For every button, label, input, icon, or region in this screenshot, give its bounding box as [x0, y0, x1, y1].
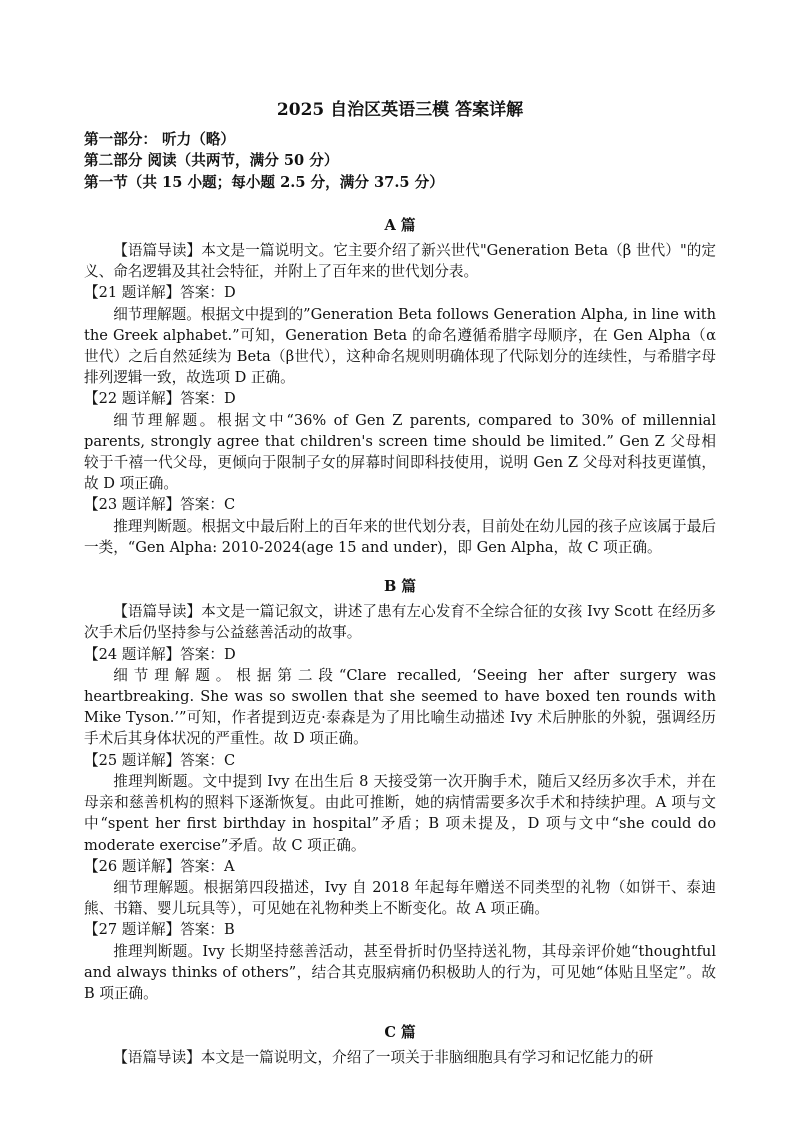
part-two-heading: 第二部分 阅读（共两节，满分 50 分） — [84, 152, 339, 170]
q25-label: 【25 题详解】答案：C — [84, 751, 236, 769]
q26-label: 【26 题详解】答案：A — [84, 857, 235, 875]
q21-explanation: 细节理解题。根据文中提到的”Generation Beta follows Generation Alpha, in line with the Greek alphabet.”可知，Generation Beta 的命名遵循希腊字母顺序，在 Gen Alpha（α世代）之后自然延续为 Beta（β世代），这种命名规则明确体现了代际划分的连续性，与希腊字母排列逻辑一致，故选项 D 正确。 — [84, 305, 716, 387]
passage-c-intro: 【语篇导读】本文是一篇说明文，介绍了一项关于非脑细胞具有学习和记忆能力的研 — [113, 1049, 654, 1067]
q26-explanation: 细节理解题。根据第四段描述，Ivy 自 2018 年起每年赠送不同类型的礼物（如饼干、泰迪熊、书籍、婴儿玩具等），可见她在礼物种类上不断变化。故 A 项正确。 — [84, 878, 716, 918]
q24-label: 【24 题详解】答案：D — [84, 645, 236, 663]
passage-a-intro: 【语篇导读】本文是一篇说明文。它主要介绍了新兴世代"Generation Beta（β 世代）"的定义、命名逻辑及其社会特征，并附上了百年来的世代划分表。 — [84, 242, 716, 281]
passage-b-intro: 【语篇导读】本文是一篇记叙文，讲述了患有左心发育不全综合征的女孩 Ivy Scott 在经历多次手术后仍坚持参与公益慈善活动的故事。 — [84, 603, 716, 642]
passage-b-title: B 篇 — [383, 578, 416, 596]
q27-label: 【27 题详解】答案：B — [84, 921, 235, 939]
q25-explanation: 推理判断题。文中提到 Ivy 在出生后 8 天接受第一次开胸手术，随后又经历多次手术，并在母亲和慈善机构的照料下逐渐恢复。由此可推断，她的病情需要多次手术和持续护理。A 项与文中“spent her first birthday in hospital”矛盾；B 项未提及，D 项与文中“she could do moderate exercise”矛盾。故 C 项正确。 — [84, 772, 716, 854]
q21-label: 【21 题详解】答案：D — [84, 284, 236, 302]
q23-label: 【23 题详解】答案：C — [84, 496, 236, 514]
passage-c-title: C 篇 — [384, 1024, 416, 1042]
q22-label: 【22 题详解】答案：D — [84, 390, 236, 408]
q27-explanation: 推理判断题。Ivy 长期坚持慈善活动，甚至骨折时仍坚持送礼物，其母亲评价她“thoughtful and always thinks of others”，结合其克服病痛仍积极助人的行为，可见她“体贴且坚定”。故 B 项正确。 — [84, 942, 716, 1002]
q22-explanation: 细节理解题。根据文中“36% of Gen Z parents, compared to 30% of millennial parents, strongly agree that children's screen time should be limited.” Gen Z 父母相较于千禧一代父母，更倾向于限制子女的屏幕时间即科技使用，说明 Gen Z 父母对科技更谨慎，故 D 项正确。 — [84, 411, 716, 493]
document-title: 2025 自治区英语三模 答案详解 — [276, 100, 524, 120]
document-page — [84, 100, 716, 1069]
part-one-heading: 第一部分： 听力（略） — [84, 131, 236, 149]
passage-a-title: A 篇 — [384, 216, 416, 234]
q23-explanation: 推理判断题。根据文中最后附上的百年来的世代划分表，目前处在幼儿园的孩子应该属于最后一类，“Gen Alpha: 2010-2024(age 15 and under)，即 Gen Alpha，故 C 项正确。 — [84, 517, 716, 556]
section-one-heading: 第一节（共 15 小题；每小题 2.5 分，满分 37.5 分） — [84, 173, 444, 191]
q24-explanation: 细节理解题。根据第二段“Clare recalled, ‘Seeing her after surgery was heartbreaking. She was so swollen that she seemed to have boxed ten rounds with Mike Tyson.’”可知，作者提到迈克·泰森是为了用比喻生动描述 Ivy 术后肿胀的外貌，强调经历手术后其身体状况的严重性。故 D 项正确。 — [84, 666, 716, 748]
